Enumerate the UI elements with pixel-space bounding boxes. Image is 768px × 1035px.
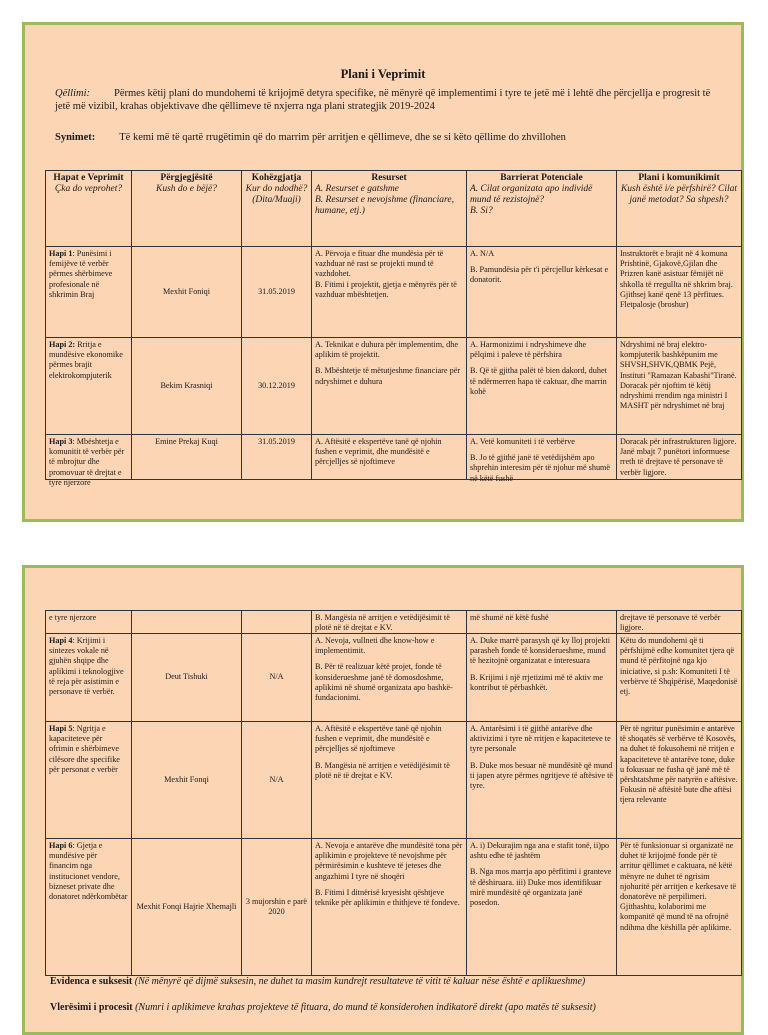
resources-cell: A. Përvoja e fituar dhe mundësia për të vazhduar në rast se projekti mund të vazhdohet. B. Fitimi i projektit, gjetja e mënyrës për të vazhduar mbështetjen. xyxy=(312,247,467,338)
resources-cell: A. Aftësitë e ekspertëve tanë që njohin fushen e veprimit, dhe mundësitë e përcjelljes së njoftimeve B. Mangësia në arritjen e vetëdijësimit të plotë në të drejtat e KV. xyxy=(312,722,467,839)
barriers-cell: A. Vetë komuniteti i të verbërve B. Jo të gjithë janë të vetëdijshëm apo shprehin interesim për të njohur më shumë në këtë fushë xyxy=(467,435,617,480)
document-page-1 xyxy=(22,22,744,522)
action-plan-table xyxy=(45,170,742,487)
responsible-cell: Deut Tishuki xyxy=(132,634,242,722)
communication-cell: Për të funksionuar si organizatë ne duhet të krijojmë fonde për të arritur qëllimet e caktuara, në këtë mënyre ne duhet të ngrisim njohuritë për arritjen e kerkesave të donatorëve në perpilimeri. Gjithashtu, kolaborimi me kompanitë që mund të na ofrojnë ndihma dhe këshilla për aplikime. xyxy=(617,839,742,976)
time-cell xyxy=(242,611,312,634)
responsible-cell: Emine Prekaj Kuqi xyxy=(132,435,242,480)
barriers-cell-continued: më shumë në këtë fushë xyxy=(467,611,617,634)
synim-label: Synimet: xyxy=(55,132,96,143)
resources-cell-continued: B. Mangësia në arritjen e vetëdijësimit të plotë në të drejtat e KV. xyxy=(312,611,467,634)
header-resources: Resurset A. Resurset e gatshme B. Resurset e nevojshme (financiare, humane, etj.) xyxy=(312,171,467,247)
step-cell: Hapi 3: Mbështetja e komunitit të verbër për të mbrojtur dhe promovuar të drejtat e tyre njerzore xyxy=(46,435,132,480)
resources-cell: A. Nevoja e antarëve dhe mundësitë tona për aplikimin e projekteve të nevojshme për përmirësimin e kushteve të jeteses dhe angazhimi I tyre në shoqëri B. Fitimi I ditnërisë kryesisht qështjeve teknike për aplikimin e thithjeve të fondeve. xyxy=(312,839,467,976)
barriers-cell: A. Duke marrë parasysh që ky lloj projekti parasheh fonde të konsiderueshme, mund të hezitojnë organizatat e interesuara B. Krijimi i një rrjetizimi më të aktiv me kontribut të përbashkët. xyxy=(467,634,617,722)
process-evaluation xyxy=(50,1002,730,1014)
barriers-cell: A. i) Dekurajim nga ana e stafit tonë, ii)po ashtu edhe të jashtëm B. Nga mos marrja apo përfitimi i granteve të dëshiruara. iii) Duke mos identifikuar mirë mundësitë që organizata janë posedon. xyxy=(467,839,617,976)
step-cell: Hapi 4: Krijimi i sintezes vokale në gjuhën shqipe dhe aplikimi i teknologjive të reja për asistimin e personave të verbër. xyxy=(46,634,132,722)
header-duration: Kohëzgjatja Kur do ndodhë? (Dita/Muaji) xyxy=(242,171,312,247)
communication-cell: Këtu do mundohemi që ti përfshijmë edhe komunitet tjera që mund të përfitojnë nga kjo iniciative, si p.sh: Komuniteti I të verbërve të Shqipërisë, Maqedonisë etj. xyxy=(617,634,742,722)
step-cell: Hapi 6: Gjetja e mundësive për financim nga institucionet vendore, bizneset private dhe donatoret ndërkombëtar xyxy=(46,839,132,976)
table-row xyxy=(46,435,742,480)
responsible-cell: Mexhit Foniqi xyxy=(132,247,242,338)
header-steps: Hapat e Veprimit Çka do veprohet? xyxy=(46,171,132,247)
responsible-cell: Mexhit Fonqi xyxy=(132,722,242,839)
resources-cell: A. Nevoja, vullneti dhe know-how e implementimit. B. Për të realizuar këtë projet, fonde të konsiderueshme janë të domosdoshme, aplikimi në shumë organizata apo bashkë-fundacionimi. xyxy=(312,634,467,722)
document-page-2 xyxy=(22,565,744,1035)
step-cell: Hapi 2: Rritja e mundësive ekonomike përmes brajit elektrokompjuterik xyxy=(46,338,132,435)
responsible-cell: Bekim Krasniqi xyxy=(132,338,242,435)
table-header-row xyxy=(46,171,742,247)
communication-cell: Instruktorët e brajit në 4 komuna Prishtinë, Gjakovë,Gjilan dhe Prizren kanë asistuar fëmijët në shkolla të rregullta në shkrim braj. Gjithsej kanë qenë 13 përfitues. Fletpalosje (broshur) xyxy=(617,247,742,338)
time-cell: 30.12.2019 xyxy=(242,338,312,435)
time-cell: 31.05.2019 xyxy=(242,435,312,480)
header-barriers: Barrierat Potenciale A. Cilat organizata apo individë mund të rezistojnë? B. Si? xyxy=(467,171,617,247)
table-row xyxy=(46,839,742,976)
goal-paragraph xyxy=(55,87,720,113)
table-row xyxy=(46,722,742,839)
barriers-cell: A. Antarësimi i të gjithë antarëve dhe aktivizimi i tyre në rritjen e kapaciteteve te tyre personale B. Duke mos besuar në mundësitë që mund ti japen atyre përmes ngritjeve të aftësive të tyre. xyxy=(467,722,617,839)
barriers-cell: A. Harmonizimi i ndryshimeve dhe pëlqimi i paleve të përfshira B. Që të gjitha palët të bien dakord, duhet të ndërmerren hapa të caktuar, dhe marrin kohë xyxy=(467,338,617,435)
table-row xyxy=(46,634,742,722)
table-row xyxy=(46,611,742,634)
success-evidence xyxy=(50,976,730,988)
time-cell: 3 mujorshin e parë 2020 xyxy=(242,839,312,976)
time-cell: 31.05.2019 xyxy=(242,247,312,338)
success-evidence-text: (Në mënyrë që dijmë suksesin, ne duhet ta masim kundrejt resultateve të vitit të kaluar nëse është e aplikueshme) xyxy=(132,976,586,987)
process-evaluation-text: (Numri i aplikimeve krahas projekteve të fituara, do mund të konsiderohen indikatorë direkt (apo matës të suksesit) xyxy=(132,1002,596,1013)
process-evaluation-label: Vlerësimi i procesit xyxy=(50,1002,133,1013)
success-evidence-label: Evidenca e suksesit xyxy=(50,976,133,987)
resources-cell: A. Teknikat e duhura për implementim, dhe aplikim të projektit. B. Mbështetje të mëtutjeshme financiare për ndryshimet e duhura xyxy=(312,338,467,435)
time-cell: N/A xyxy=(242,634,312,722)
header-communication: Plani i komunikimit Kush është i/e përfshirë? Cilat janë metodat? Sa shpesh? xyxy=(617,171,742,247)
resources-cell: A. Aftësitë e ekspertëve tanë që njohin fushen e veprimit, dhe mundësitë e përcjelljes së njoftimeve xyxy=(312,435,467,480)
step-cell-continued: e tyre njerzore xyxy=(46,611,132,634)
header-responsibility: Përgjegjësitë Kush do e bëjë? xyxy=(132,171,242,247)
responsible-cell xyxy=(132,611,242,634)
barriers-cell: A. N/A B. Pamundësia për t'i përcjellur kërkesat e donatorit. xyxy=(467,247,617,338)
communication-cell: Doracak për infrastrukturen ligjore. Janë mbajt 7 punëtori informuese rreth të drejtave të personave të verbër ligjore. xyxy=(617,435,742,480)
responsible-cell: Mexhit Fonqi Hajrie Xhemajli xyxy=(132,839,242,976)
action-plan-table-continued xyxy=(45,610,742,976)
page-title: Plani i Veprimit xyxy=(340,67,426,81)
synim-text: Të kemi më të qartë rrugëtimin që do marrim për arritjen e qëllimeve, dhe se si këto qëllime do zhvillohen xyxy=(119,132,566,143)
goal-text: Përmes këtij plani do mundohemi të krijojmë detyra specifike, në mënyrë që implementimi i tyre te jetë më i lehtë dhe përcjellja e progresit të jetë më vizibil, krahas objektivave dhe qëllimeve të nxjerra nga plani strategjik 2019-2024 xyxy=(55,88,711,112)
step-cell: Hapi 1: Punësimi i femijëve të verbër përmes shërbimeve profesionale në shkrimin Braj xyxy=(46,247,132,338)
table-row xyxy=(46,247,742,338)
communication-cell: Ndryshimi në braj elektro-kompjuterik bashkëpunim me SHVSH,SHVK,QBMK Pejë, Instituti "Ramazan Kabashi"Tiranë. Doracak për njoftim të këtij ndryshimi rrendim nga ministri I MASHT për ndryshimet në braj xyxy=(617,338,742,435)
goal-label: Qëllimi: xyxy=(55,88,90,99)
communication-cell-continued: drejtave të personave të verbër ligjore. xyxy=(617,611,742,634)
table-row xyxy=(46,338,742,435)
communication-cell: Për të ngritur punësimin e antarëve të shoqatës së verbërve të Kosovës, na duhet të fokusohemi në rritjen e kapaciteteve të antarëve tone, duke u fokusuar ne fusha që janë më të përshtatshme për natyrën e aftësive. Fokusin në aftësitë bute dhe aftësi tjera relevante xyxy=(617,722,742,839)
step-cell: Hapi 5: Ngritja e kapaciteteve për ofrimin e shërbimeve cilësore dhe specifike për personat e verbër xyxy=(46,722,132,839)
time-cell: N/A xyxy=(242,722,312,839)
synim-paragraph xyxy=(55,131,720,144)
